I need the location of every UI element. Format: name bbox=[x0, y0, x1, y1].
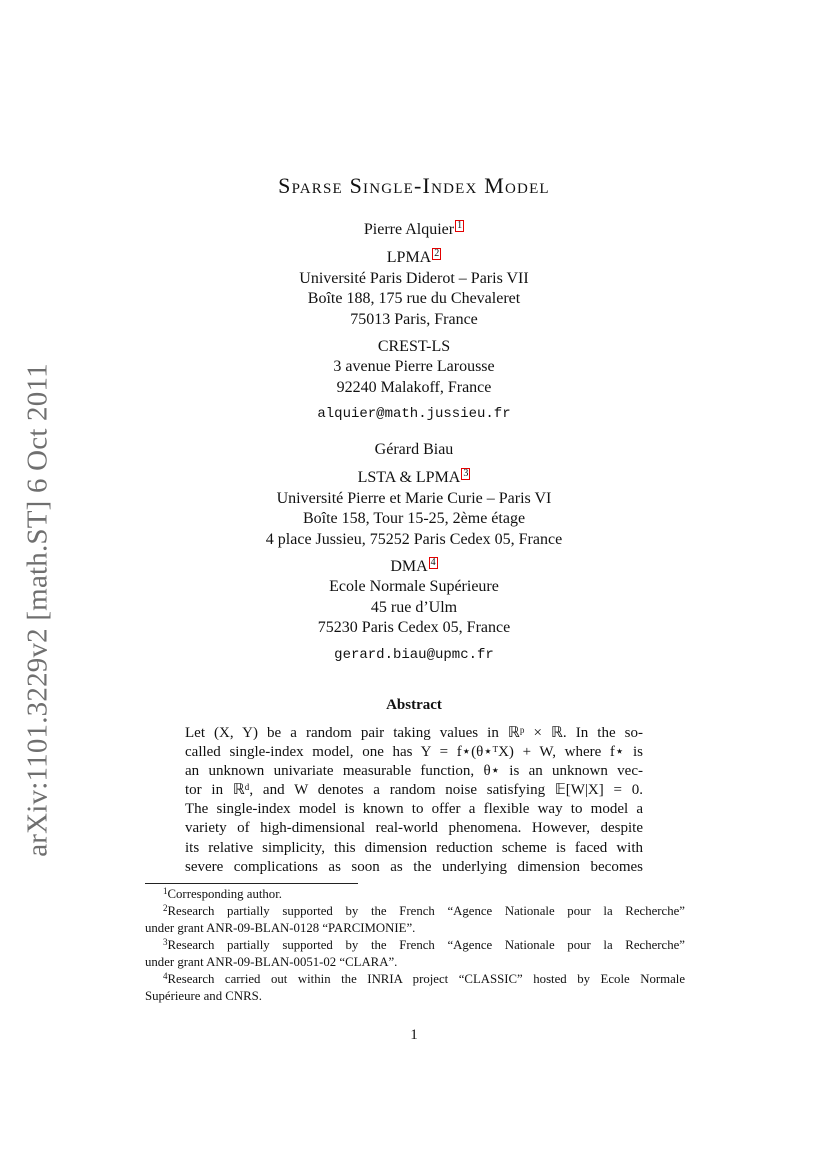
footnotes bbox=[145, 886, 685, 1005]
abstract-text bbox=[185, 724, 643, 877]
abstract-line: variety of high-dimensional real-world phenomena. However, despite bbox=[185, 820, 643, 837]
affiliation-line: Université Pierre et Marie Curie – Paris VI bbox=[276, 489, 552, 507]
footnote-ref-link[interactable]: 3 bbox=[463, 468, 469, 480]
footnote-line: Supérieure and CNRS. bbox=[145, 989, 262, 1003]
affiliation-name: LPMA 2 bbox=[386, 248, 440, 267]
affiliation-line: Boîte 158, Tour 15-25, 2ème étage bbox=[302, 510, 526, 528]
footnote-line: Research partially supported by the French “Agence Nationale pour la Recherche” bbox=[167, 938, 685, 952]
author-block-2 bbox=[0, 440, 828, 665]
abstract-line: tor in ℝᵈ, and W denotes a random noise satisfying 𝔼[W|X] = 0. bbox=[185, 782, 643, 799]
abstract-line: called single-index model, one has Y = f⋆(θ⋆ᵀX) + W, where f⋆ is bbox=[185, 744, 643, 761]
affiliation-line: 75230 Paris Cedex 05, France bbox=[317, 619, 511, 637]
author-email[interactable]: alquier@math.jussieu.fr bbox=[317, 406, 511, 423]
footnote bbox=[145, 886, 685, 903]
author-email[interactable]: gerard.biau@upmc.fr bbox=[334, 646, 494, 663]
footnote-ref-link[interactable]: 2 bbox=[434, 248, 440, 260]
footnote-divider bbox=[145, 883, 358, 884]
author-block-1 bbox=[0, 220, 828, 425]
arxiv-stamp: arXiv:1101.3229v2 [math.ST] 6 Oct 2011 bbox=[21, 363, 54, 857]
footnote-mark: 4 bbox=[163, 971, 168, 981]
affiliation-line: 45 rue d’Ulm bbox=[370, 598, 458, 616]
affiliation-line: Université Paris Diderot – Paris VII bbox=[299, 269, 529, 287]
affiliation-line: 75013 Paris, France bbox=[350, 310, 478, 328]
footnote-line: under grant ANR-09-BLAN-0128 “PARCIMONIE”. bbox=[145, 921, 416, 935]
abstract-line: The single-index model is known to offer a flexible way to model a bbox=[185, 801, 643, 818]
abstract-line: Let (X, Y) be a random pair taking values in ℝᵖ × ℝ. In the so- bbox=[185, 725, 643, 741]
affiliation-line: Boîte 188, 175 rue du Chevaleret bbox=[307, 290, 521, 308]
footnote-ref-link[interactable]: 4 bbox=[430, 557, 436, 569]
abstract-line: an unknown univariate measurable function, θ⋆ is an unknown vec- bbox=[185, 763, 643, 780]
footnote-line: under grant ANR-09-BLAN-0051-02 “CLARA”. bbox=[145, 955, 398, 969]
footnote-line: Research partially supported by the French “Agence Nationale pour la Recherche” bbox=[167, 904, 685, 918]
paper-title: Sparse Single-Index Model bbox=[278, 173, 550, 198]
page-number: 1 bbox=[410, 1027, 418, 1043]
footnote-line: Research carried out within the INRIA project “CLASSIC” hosted by Ecole Normale bbox=[167, 972, 685, 986]
footnote-mark: 2 bbox=[163, 903, 168, 913]
affiliation-name: LSTA & LPMA 3 bbox=[357, 468, 469, 487]
abstract-line: severe complications as soon as the underlying dimension becomes bbox=[185, 858, 643, 875]
footnote-mark: 1 bbox=[163, 886, 168, 896]
affiliation-line: 3 avenue Pierre Larousse bbox=[333, 358, 495, 376]
abstract-line: its relative simplicity, this dimension reduction scheme is faced with bbox=[185, 839, 643, 856]
footnote bbox=[145, 971, 685, 1005]
affiliation-name: DMA 4 bbox=[390, 557, 436, 576]
footnote bbox=[145, 903, 685, 937]
author-name: Gérard Biau bbox=[374, 441, 454, 458]
footnote-ref-link[interactable]: 1 bbox=[457, 220, 463, 231]
footnote bbox=[145, 937, 685, 971]
abstract-heading: Abstract bbox=[386, 697, 442, 713]
footnote-mark: 3 bbox=[163, 937, 168, 947]
affiliation-line: Ecole Normale Supérieure bbox=[329, 578, 499, 596]
affiliation-line: 92240 Malakoff, France bbox=[336, 378, 492, 396]
author-name: Pierre Alquier 1 bbox=[363, 220, 463, 238]
affiliation-line: 4 place Jussieu, 75252 Paris Cedex 05, France bbox=[265, 530, 563, 548]
footnote-line: Corresponding author. bbox=[167, 887, 282, 901]
affiliation-name: CREST-LS bbox=[377, 338, 451, 356]
